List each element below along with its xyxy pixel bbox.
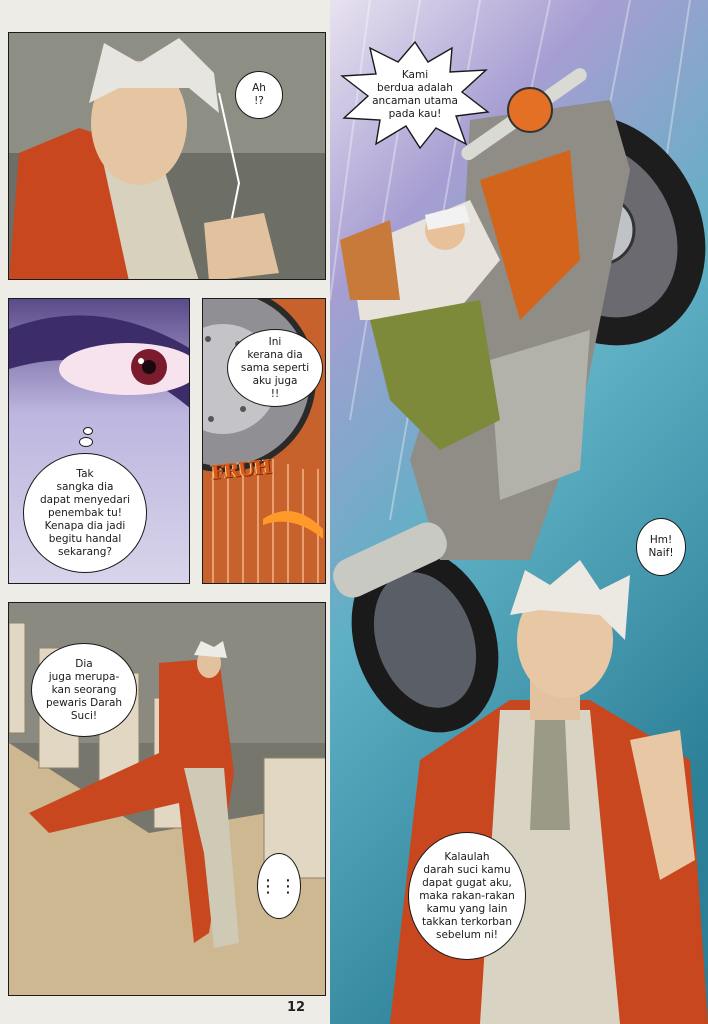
panel-4-rooftop [8,602,326,996]
thought-bubble: Tak sangka dia dapat menyedari penembak tu! Kenapa dia jadi begitu handal sekarang? [23,453,147,573]
speech-bubble-kalaulah: Kalaulah darah suci kamu dapat gugat aku, maka rakan-rakan kamu yang lain takkan terkorban sebelum ni! [408,832,526,960]
speech-bubble-dia-juga: Dia juga merupa- kan seorang pewaris Darah Suci! [31,643,137,737]
thought-dot-1 [79,437,93,447]
speech-bubble-naif: Hm! Naif! [636,518,686,576]
panel-3-wheel [202,298,326,584]
panel-1-art [9,33,326,280]
panel-2-eye-closeup [8,298,190,584]
panel-1-surprised-man [8,32,326,280]
speech-bubble-ini-kerana: Ini kerana dia sama seperti aku juga !! [227,329,323,407]
page-number: 12 [287,1000,306,1015]
speech-bubble-silence: ⋮⋮ [257,853,301,919]
speech-bubble-ah: Ah !? [235,71,283,119]
burst-bubble-kami-berdua [340,40,490,150]
sfx-text: FRUH [210,455,272,485]
thought-dot-2 [83,427,93,435]
burst-text: Kami berdua adalah ancaman utama pada kau! [372,69,458,120]
